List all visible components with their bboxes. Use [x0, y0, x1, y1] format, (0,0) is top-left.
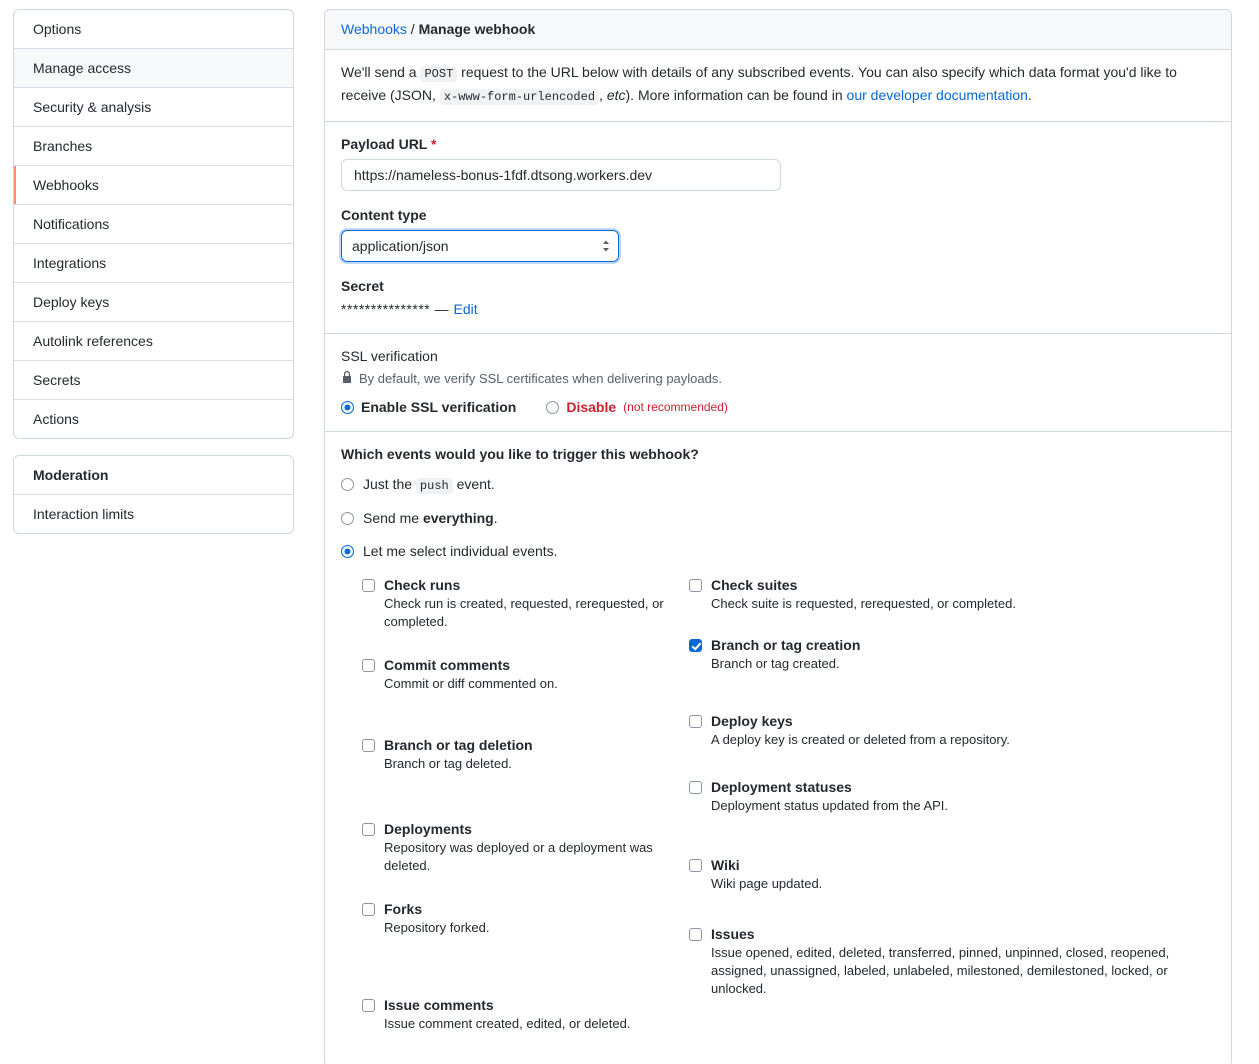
- sidebar-item-label: Options: [33, 21, 82, 37]
- event-name: Wiki: [711, 857, 740, 873]
- ssl-note-text: By default, we verify SSL certificates when delivering payloads.: [359, 371, 722, 386]
- event-checkbox-grid: [341, 576, 1215, 1050]
- event-mode-just-push-label: [363, 476, 495, 493]
- ssl-disable-option[interactable]: [546, 399, 728, 415]
- developer-documentation-link[interactable]: our developer documentation: [846, 87, 1028, 103]
- secret-label: Secret: [341, 278, 384, 294]
- event-item-issue-comments[interactable]: [362, 996, 675, 1033]
- event-item-forks[interactable]: [362, 900, 675, 937]
- sidebar-item-manage-access[interactable]: [14, 49, 293, 88]
- event-name: Deployments: [384, 821, 472, 837]
- sidebar-item-branches[interactable]: [14, 127, 293, 166]
- sidebar-item-label: Webhooks: [33, 177, 99, 193]
- event-checkbox-forks[interactable]: [362, 903, 375, 916]
- sidebar-item-label: Notifications: [33, 216, 110, 232]
- payload-url-label: [341, 136, 1215, 152]
- ssl-enable-label: Enable SSL verification: [361, 399, 517, 415]
- sidebar-item-notifications[interactable]: [14, 205, 293, 244]
- sidebar-item-deploy-keys[interactable]: [14, 283, 293, 322]
- event-checkbox-deployments[interactable]: [362, 823, 375, 836]
- intro-part1: We'll send a: [341, 64, 421, 80]
- event-mode-individual-radio[interactable]: [341, 545, 354, 558]
- event-name: Forks: [384, 901, 423, 917]
- event-text: [384, 736, 533, 773]
- moderation-heading: Moderation: [14, 456, 293, 495]
- event-desc: Repository was deployed or a deployment was deleted.: [384, 840, 653, 873]
- event-name: Check suites: [711, 577, 798, 593]
- event-text: [711, 712, 1010, 749]
- event-item-deployments[interactable]: [362, 820, 675, 875]
- intro-part3: ,: [599, 87, 607, 103]
- event-name: Deployment statuses: [711, 779, 852, 795]
- event-desc: Issue opened, edited, deleted, transferred, pinned, unpinned, closed, reopened, assigned, unassigned, labeled, unlabeled, milestoned, demilestoned, locked, or unlocked.: [711, 945, 1170, 996]
- event-checkbox-commit-comments[interactable]: [362, 659, 375, 672]
- event-text: [711, 576, 1016, 613]
- required-asterisk: *: [431, 136, 437, 152]
- event-item-deployment-statuses[interactable]: [689, 778, 1215, 815]
- event-desc: Wiki page updated.: [711, 876, 823, 891]
- event-desc: Commit or diff commented on.: [384, 676, 558, 691]
- breadcrumb-separator: /: [406, 21, 419, 37]
- breadcrumb-webhooks-link[interactable]: Webhooks: [341, 21, 407, 37]
- event-name: Issue comments: [384, 997, 494, 1013]
- sidebar-item-label: Security & analysis: [33, 99, 152, 115]
- event-name: Check runs: [384, 577, 461, 593]
- webhook-fields-section: [325, 122, 1231, 334]
- event-name: Branch or tag deletion: [384, 737, 533, 753]
- event-text: [711, 856, 822, 893]
- everything-prefix: Send me: [363, 510, 423, 526]
- settings-menu: [13, 9, 294, 439]
- event-name: Issues: [711, 926, 755, 942]
- event-text: [711, 925, 1215, 998]
- ssl-verification-section: [325, 334, 1231, 432]
- event-text: [384, 576, 675, 631]
- event-checkbox-issue-comments[interactable]: [362, 999, 375, 1012]
- intro-etc: etc: [606, 87, 626, 103]
- event-text: [384, 820, 675, 875]
- event-text: [384, 656, 558, 693]
- event-name: Commit comments: [384, 657, 511, 673]
- ssl-enable-radio[interactable]: [341, 401, 354, 414]
- event-item-check-runs[interactable]: [362, 576, 675, 631]
- ssl-radio-group: [341, 399, 1215, 415]
- sidebar-item-label: Branches: [33, 138, 93, 154]
- sidebar-item-webhooks[interactable]: [14, 166, 293, 205]
- sidebar-item-autolink-references[interactable]: [14, 322, 293, 361]
- just-push-suffix: event.: [452, 476, 495, 492]
- secret-dash: —: [434, 301, 450, 317]
- event-item-issues[interactable]: [689, 925, 1215, 998]
- lock-icon: [341, 370, 353, 387]
- event-text: [711, 778, 948, 815]
- content-type-label: Content type: [341, 207, 427, 223]
- event-text: [384, 996, 630, 1033]
- intro-part2: request to the URL below with details of any subscribed events. You can also specify which data format you'd like to receive (JSON,: [341, 64, 1177, 103]
- sidebar-item-secrets[interactable]: [14, 361, 293, 400]
- ssl-verification-label: SSL verification: [341, 348, 438, 364]
- sidebar-item-label: Autolink references: [33, 333, 153, 349]
- sidebar-item-label: Actions: [33, 411, 79, 427]
- event-desc: A deploy key is created or deleted from a repository.: [711, 732, 1010, 747]
- content-type-select[interactable]: [341, 230, 619, 262]
- event-checkbox-branch-or-tag-creation[interactable]: [689, 639, 702, 652]
- event-text: [711, 636, 860, 673]
- event-mode-individual[interactable]: [341, 543, 1215, 559]
- ssl-note: [341, 370, 1215, 387]
- events-question: Which events would you like to trigger this webhook?: [341, 446, 699, 462]
- moderation-menu: [13, 455, 294, 534]
- event-column-right: [689, 576, 1215, 1050]
- ssl-disable-label: Disable: [566, 399, 617, 415]
- secret-edit-link[interactable]: Edit: [453, 301, 478, 317]
- event-checkbox-branch-or-tag-deletion[interactable]: [362, 739, 375, 752]
- event-checkbox-check-suites[interactable]: [689, 579, 702, 592]
- events-section: [325, 432, 1231, 1064]
- sidebar-item-interaction-limits[interactable]: [14, 495, 293, 533]
- event-desc: Deployment status updated from the API.: [711, 798, 949, 813]
- event-item-wiki[interactable]: [689, 856, 1215, 893]
- event-checkbox-wiki[interactable]: [689, 859, 702, 872]
- intro-text: [325, 50, 1231, 122]
- ssl-disable-hint: (not recommended): [623, 400, 728, 414]
- sidebar-item-actions[interactable]: [14, 400, 293, 438]
- just-push-prefix: Just the: [363, 476, 416, 492]
- content-type-select-wrap: [341, 230, 619, 262]
- event-text: [384, 900, 490, 937]
- event-column-left: [362, 576, 675, 1050]
- event-item-check-suites[interactable]: [689, 576, 1215, 613]
- breadcrumb-current: Manage webhook: [418, 21, 536, 37]
- event-desc: Issue comment created, edited, or deleted.: [384, 1016, 631, 1031]
- settings-sidebar: [13, 9, 294, 534]
- sidebar-item-label: Secrets: [33, 372, 81, 388]
- everything-strong: everything: [422, 510, 494, 526]
- event-checkbox-check-runs[interactable]: [362, 579, 375, 592]
- breadcrumb: [325, 10, 1231, 50]
- post-code: POST: [420, 66, 457, 82]
- sidebar-item-options[interactable]: [14, 10, 293, 49]
- payload-url-input[interactable]: [341, 159, 781, 191]
- event-item-deploy-keys[interactable]: [689, 712, 1215, 749]
- event-item-commit-comments[interactable]: [362, 656, 675, 693]
- event-desc: Check run is created, requested, rerequested, or completed.: [384, 596, 664, 629]
- ssl-disable-radio[interactable]: [546, 401, 559, 414]
- event-name: Deploy keys: [711, 713, 793, 729]
- event-item-branch-or-tag-deletion[interactable]: [362, 736, 675, 773]
- intro-part5: .: [1027, 87, 1032, 103]
- sidebar-item-label: Integrations: [33, 255, 107, 271]
- event-mode-just-push-radio[interactable]: [341, 478, 354, 491]
- sidebar-item-label: Manage access: [33, 60, 132, 76]
- event-name: Branch or tag creation: [711, 637, 861, 653]
- urlencoded-code: x-www-form-urlencoded: [440, 89, 599, 105]
- payload-url-label-text: Payload URL: [341, 136, 428, 152]
- push-code: push: [416, 478, 453, 494]
- event-desc: Branch or tag deleted.: [384, 756, 512, 771]
- sidebar-item-label: Deploy keys: [33, 294, 110, 310]
- secret-masked-value: ***************: [341, 301, 431, 317]
- ssl-enable-option[interactable]: [341, 399, 516, 415]
- manage-webhook-panel: [324, 9, 1232, 1064]
- event-checkbox-deploy-keys[interactable]: [689, 715, 702, 728]
- event-checkbox-deployment-statuses[interactable]: [689, 781, 702, 794]
- intro-part4: ). More information can be found in: [625, 87, 847, 103]
- sidebar-item-security-analysis[interactable]: [14, 88, 293, 127]
- event-checkbox-issues[interactable]: [689, 928, 702, 941]
- sidebar-item-integrations[interactable]: [14, 244, 293, 283]
- everything-suffix: .: [493, 510, 498, 526]
- event-mode-everything-label: [363, 510, 498, 526]
- event-desc: Branch or tag created.: [711, 656, 840, 671]
- event-item-branch-or-tag-creation[interactable]: [689, 636, 1215, 673]
- event-mode-individual-label: Let me select individual events.: [363, 543, 558, 559]
- event-desc: Repository forked.: [384, 920, 490, 935]
- sidebar-item-label: Interaction limits: [33, 506, 135, 522]
- event-mode-just-push[interactable]: [341, 476, 1215, 493]
- event-mode-everything[interactable]: [341, 510, 1215, 526]
- event-mode-everything-radio[interactable]: [341, 512, 354, 525]
- secret-value-row: [341, 301, 1215, 317]
- event-desc: Check suite is requested, rerequested, or completed.: [711, 596, 1016, 611]
